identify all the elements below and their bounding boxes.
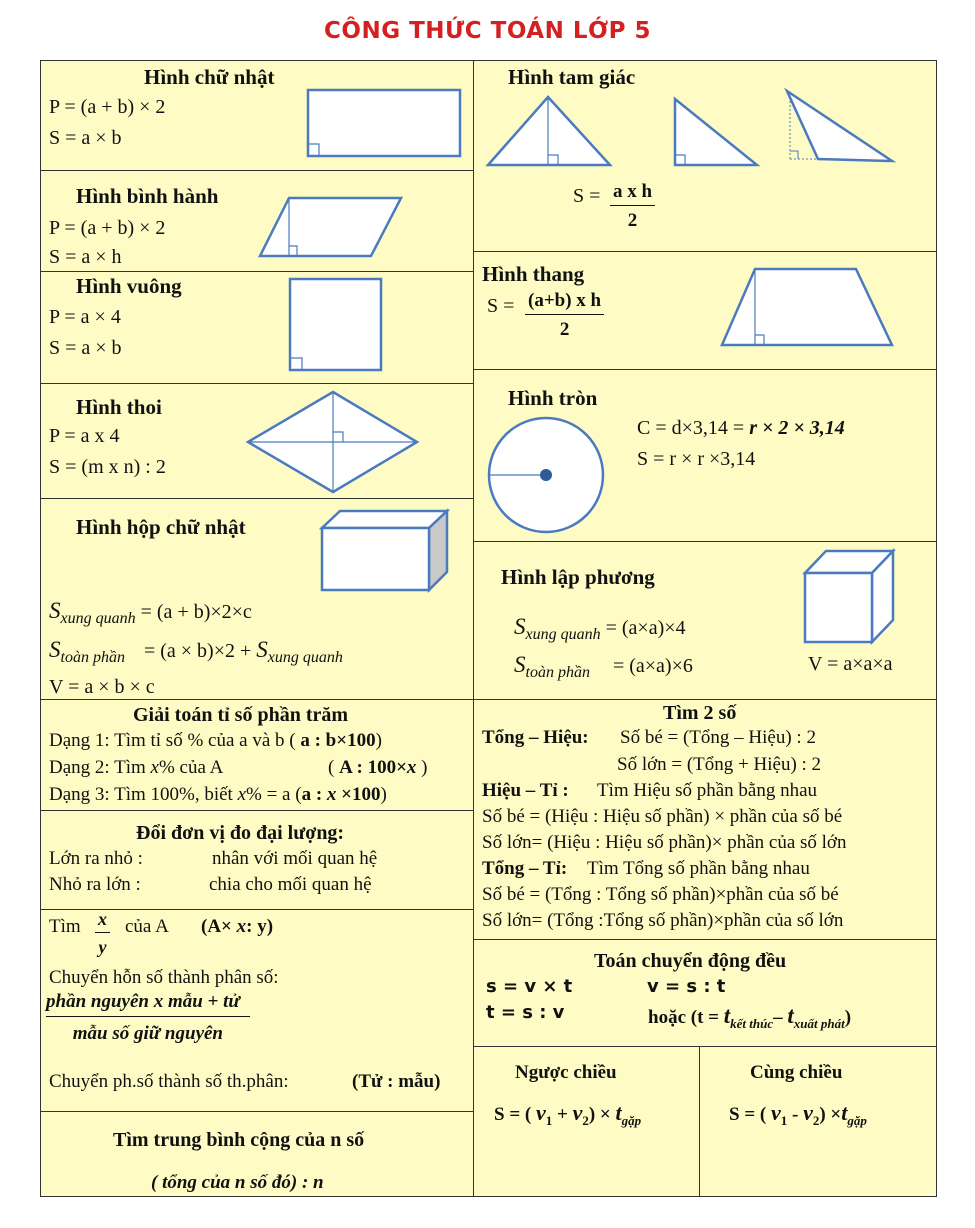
square-perimeter: P = a × 4: [49, 306, 121, 328]
divider: [41, 271, 473, 272]
trapezoid-shape: [721, 267, 896, 347]
triangle-heading: Hình tam giác: [508, 65, 636, 89]
motion-time-alt: hoặc ($t = t_{kết thúc}-$ $t_{xuất phát}$): [648, 1003, 852, 1031]
same-direction-heading: Cùng chiều: [750, 1062, 843, 1083]
cuboid-shape: [321, 510, 451, 592]
trapezoid-area-fraction: $\frac{\text{(a+b) x h}}{2}$: [525, 290, 604, 341]
divider: [473, 1046, 936, 1047]
average-formula: ( tổng của n số đó) : n: [151, 1172, 324, 1193]
rhombus-heading: Hình thoi: [76, 395, 162, 419]
diff-ratio-step: Tìm Hiệu số phần bằng nhau: [597, 780, 818, 801]
find-fraction-label: Tìm: [49, 916, 81, 937]
units-heading: Đổi đơn vị đo đại lượng:: [136, 822, 345, 844]
circle-heading: Hình tròn: [508, 386, 598, 410]
triangle-shapes: [487, 89, 897, 169]
cube-total-area: $S_{toàn phần} = (a\times a)\times 6$: [514, 652, 693, 681]
sum-diff-small: Số bé = (Tổng – Hiệu) : 2: [620, 727, 816, 748]
motion-velocity: v = s : t: [647, 976, 726, 997]
rhombus-perimeter: P = a x 4: [49, 425, 120, 447]
formula-sheet: [40, 60, 937, 1197]
cube-heading: Hình lập phương: [501, 565, 655, 589]
circle-area: S = r × r ×3,14: [637, 448, 756, 470]
trapezoid-heading: Hình thang: [482, 262, 585, 286]
decimal-formula: (Tử : mẫu): [352, 1071, 441, 1092]
rectangle-heading: Hình chữ nhật: [144, 65, 275, 89]
trapezoid-area-label: S =: [487, 295, 515, 317]
diff-ratio-large: Số lớn= (Hiệu : Hiệu số phần)× phần của số lớn: [482, 832, 847, 853]
rectangle-shape: [307, 89, 462, 159]
rectangle-area: S = a × b: [49, 127, 122, 149]
opposite-direction-formula: S = ( $v_1 + v_2) \times t_{gặp}$: [494, 1100, 642, 1128]
percent-type2-formula: ( A : 100×x ): [328, 757, 428, 778]
two-numbers-heading: Tìm 2 số: [663, 702, 737, 724]
parallelogram-perimeter: P = (a + b) × 2: [49, 217, 166, 239]
units-small-to-big-value: chia cho mối quan hệ: [209, 874, 372, 895]
sum-diff-large: Số lớn = (Tổng + Hiệu) : 2: [617, 754, 822, 775]
same-direction-formula: S = ( $v_1 - v_2) \times t_{gặp}$: [729, 1100, 867, 1128]
percent-type3: Dạng 3: Tìm 100%, biết x% = a (a : x ×100): [49, 784, 387, 805]
units-big-to-small-label: Lớn ra nhỏ :: [49, 848, 143, 869]
triangle-area-fraction: $\frac{\text{a x h}}{2}$: [610, 181, 655, 232]
decimal-label: Chuyển ph.số thành số th.phân:: [49, 1071, 289, 1092]
units-big-to-small-value: nhân với mối quan hệ: [212, 848, 378, 869]
rectangle-perimeter: P = (a + b) × 2: [49, 96, 166, 118]
divider: [473, 541, 936, 542]
opposite-direction-heading: Ngược chiều: [515, 1062, 617, 1083]
find-fraction-formula: (A× x: y): [201, 916, 274, 937]
diff-ratio-small: Số bé = (Hiệu : Hiệu số phần) × phần của số bé: [482, 806, 843, 827]
divider: [41, 699, 936, 700]
circle-circumference: C = d×3,14 = r × 2 × 3,14: [637, 417, 845, 439]
divider: [41, 170, 473, 171]
page-title: CÔNG THỨC TOÁN LỚP 5: [324, 18, 651, 44]
divider: [41, 810, 473, 811]
sum-diff-label: Tổng – Hiệu:: [482, 727, 589, 748]
units-small-to-big-label: Nhỏ ra lớn :: [49, 874, 141, 895]
divider: [473, 369, 936, 370]
square-heading: Hình vuông: [76, 274, 182, 298]
cube-volume: V = a×a×a: [808, 653, 893, 675]
divider: [41, 498, 473, 499]
cube-lateral-area: $S_{xung quanh} = (a\times a)\times 4$: [514, 614, 686, 643]
cuboid-heading: Hình hộp chữ nhật: [76, 515, 246, 539]
parallelogram-shape: [259, 196, 404, 258]
cube-shape: [804, 550, 896, 644]
parallelogram-area: S = a × h: [49, 246, 122, 268]
triangle-area-label: S =: [573, 185, 601, 207]
rhombus-area: S = (m x n) : 2: [49, 456, 166, 478]
center-divider: [473, 61, 474, 1196]
average-heading: Tìm trung bình cộng của n số: [113, 1129, 365, 1151]
motion-time: t = s : v: [486, 1002, 565, 1023]
cuboid-lateral-area: $S_{xung quanh} = (a + b)\times 2\times c$: [49, 598, 252, 627]
sum-ratio-small: Số bé = (Tổng : Tổng số phần)×phần của số bé: [482, 884, 839, 905]
motion-divider: [699, 1046, 700, 1196]
find-fraction: $\frac{x}{y}$: [95, 909, 110, 958]
cuboid-total-area: $S_{toàn phần} = (a \times b)\times 2 + S_{xung quanh}$: [49, 637, 343, 666]
sum-ratio-label: Tổng – Tỉ:: [482, 858, 568, 879]
sum-ratio-large: Số lớn= (Tổng :Tổng số phần)×phần của số lớn: [482, 910, 844, 931]
divider: [473, 939, 936, 940]
square-area: S = a × b: [49, 337, 122, 359]
motion-heading: Toán chuyển động đều: [594, 950, 787, 972]
divider: [41, 383, 473, 384]
percent-heading: Giải toán tỉ số phần trăm: [133, 704, 349, 726]
rhombus-shape: [247, 391, 419, 493]
divider: [473, 251, 936, 252]
cuboid-volume: V = a × b × c: [49, 676, 155, 698]
motion-distance: s = v × t: [486, 976, 573, 997]
square-shape: [289, 278, 384, 373]
mixed-number-formula: phần nguyên x mẫu + tử mẫu số giữ nguyên: [46, 991, 250, 1045]
sum-ratio-step: Tìm Tổng số phần bằng nhau: [587, 858, 810, 879]
find-fraction-of: của A: [125, 916, 169, 937]
mixed-number-label: Chuyển hỗn số thành phân số:: [49, 967, 279, 988]
percent-type1: Dạng 1: Tìm tỉ số % của a và b ( a : b×100): [49, 730, 382, 751]
diff-ratio-label: Hiệu – Tỉ :: [482, 780, 569, 801]
percent-type2: Dạng 2: Tìm x% của A: [49, 757, 224, 778]
circle-shape: [487, 416, 605, 534]
divider: [41, 1111, 473, 1112]
parallelogram-heading: Hình bình hành: [76, 184, 219, 208]
